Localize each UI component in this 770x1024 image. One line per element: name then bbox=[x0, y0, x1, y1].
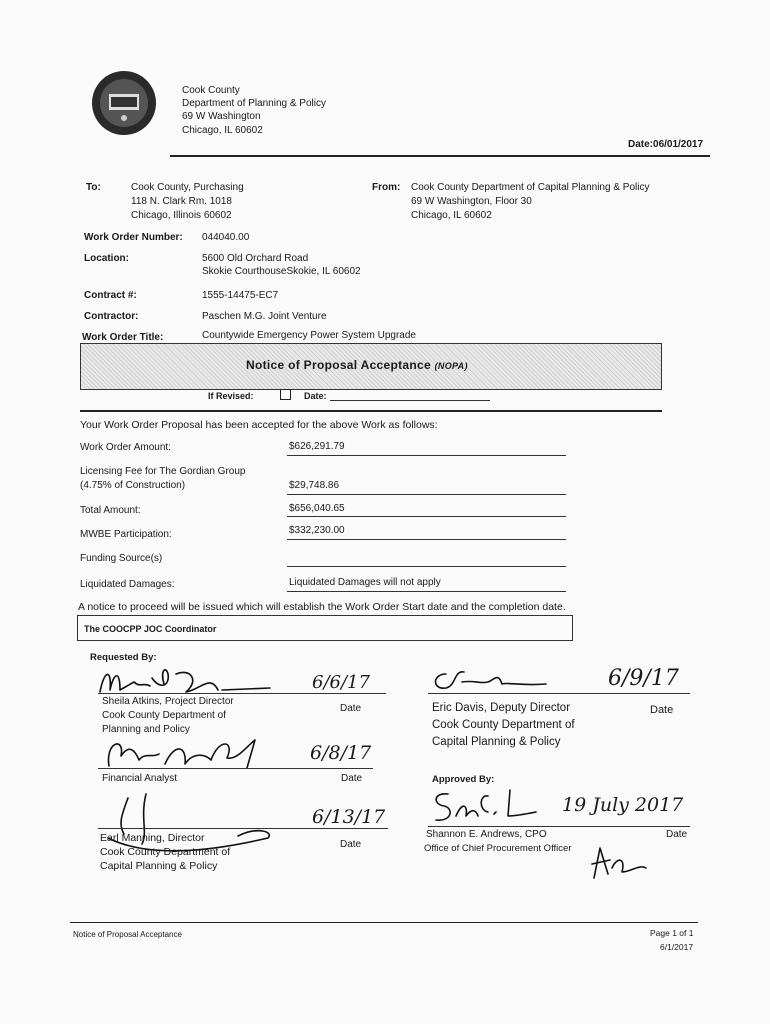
from-line: 69 W Washington, Floor 30 bbox=[411, 196, 532, 207]
amount-label-line2: (4.75% of Construction) bbox=[80, 480, 186, 491]
amount-value: Liquidated Damages will not apply bbox=[289, 577, 441, 588]
from-line: Cook County Department of Capital Planning & Policy bbox=[411, 182, 650, 193]
analyst-title: Financial Analyst bbox=[102, 773, 178, 784]
amount-line bbox=[287, 516, 566, 517]
manning-date-label: Date bbox=[340, 839, 362, 850]
to-line: Chicago, Illinois 60602 bbox=[131, 210, 232, 221]
if-revised-checkbox[interactable] bbox=[280, 389, 291, 400]
contractor-label: Contractor: bbox=[84, 311, 139, 322]
davis-dept-line2: Capital Planning & Policy bbox=[432, 736, 561, 748]
atkins-hand-date: 6/6/17 bbox=[312, 672, 370, 693]
andrews-date-label: Date bbox=[666, 829, 688, 840]
header-divider bbox=[170, 155, 710, 157]
davis-signature bbox=[428, 660, 558, 700]
location-value-line2: Skokie CourthouseSkokie, IL 60602 bbox=[202, 266, 361, 277]
analyst-hand-date: 6/8/17 bbox=[310, 742, 372, 764]
manning-dept-line2: Capital Planning & Policy bbox=[100, 860, 218, 872]
atkins-name: Sheila Atkins, Project Director bbox=[102, 696, 234, 707]
andrews-signature-line bbox=[428, 826, 690, 827]
banner-title: Notice of Proposal Acceptance (NOPA) bbox=[246, 358, 468, 372]
revised-date-line bbox=[330, 400, 490, 401]
amount-value: $332,230.00 bbox=[289, 525, 345, 536]
location-value: 5600 Old Orchard Road bbox=[202, 253, 309, 264]
contract-value: 1555-14475-EC7 bbox=[202, 290, 279, 301]
work-order-number-label: Work Order Number: bbox=[84, 232, 183, 243]
from-label: From: bbox=[372, 182, 401, 193]
initials-mark bbox=[586, 838, 656, 884]
amount-line bbox=[287, 566, 566, 567]
amount-label: MWBE Participation: bbox=[80, 529, 172, 540]
amount-value: $656,040.65 bbox=[289, 503, 345, 514]
coordinator-label: The COOCPP JOC Coordinator bbox=[84, 624, 217, 634]
amount-label: Total Amount: bbox=[80, 505, 141, 516]
amount-value: $626,291.79 bbox=[289, 441, 345, 452]
amount-line bbox=[287, 591, 566, 592]
approved-by-label: Approved By: bbox=[432, 774, 495, 785]
header-org-line: Chicago, IL 60602 bbox=[182, 125, 263, 136]
atkins-dept: Cook County Department of bbox=[102, 710, 226, 721]
davis-dept: Cook County Department of bbox=[432, 719, 575, 731]
andrews-office: Office of Chief Procurement Officer bbox=[424, 843, 572, 854]
amount-line bbox=[287, 455, 566, 456]
manning-signature-line bbox=[98, 828, 388, 829]
amount-label: Licensing Fee for The Gordian Group bbox=[80, 466, 246, 477]
coordinator-box bbox=[77, 615, 573, 641]
header-org-line: 69 W Washington bbox=[182, 111, 261, 122]
to-line: Cook County, Purchasing bbox=[131, 182, 244, 193]
atkins-date-label: Date bbox=[340, 703, 362, 714]
amount-label: Work Order Amount: bbox=[80, 442, 171, 453]
work-order-number-value: 044040.00 bbox=[202, 232, 250, 243]
document-date: Date:06/01/2017 bbox=[628, 139, 704, 150]
to-line: 118 N. Clark Rm. 1018 bbox=[131, 196, 232, 207]
header-org-line: Cook County bbox=[182, 85, 240, 96]
revised-date-label: Date: bbox=[304, 391, 327, 401]
amount-label: Liquidated Damages: bbox=[80, 579, 175, 590]
footer-date: 6/1/2017 bbox=[660, 942, 694, 952]
analyst-signature-line bbox=[98, 768, 373, 769]
atkins-dept-line2: Planning and Policy bbox=[102, 724, 190, 735]
manning-name: Earl Manning, Director bbox=[100, 832, 205, 844]
davis-name: Eric Davis, Deputy Director bbox=[432, 702, 571, 714]
andrews-name: Shannon E. Andrews, CPO bbox=[426, 829, 547, 840]
andrews-signature bbox=[426, 782, 566, 832]
cook-county-seal bbox=[91, 70, 157, 136]
from-line: Chicago, IL 60602 bbox=[411, 210, 492, 221]
header-org-line: Department of Planning & Policy bbox=[182, 98, 326, 109]
footer-page: Page 1 of 1 bbox=[650, 928, 694, 938]
davis-signature-line bbox=[428, 693, 690, 694]
analyst-date-label: Date bbox=[341, 773, 363, 784]
contract-label: Contract #: bbox=[84, 290, 137, 301]
work-order-title-value: Countywide Emergency Power System Upgrade bbox=[202, 330, 416, 341]
section-divider bbox=[80, 410, 662, 412]
requested-by-label: Requested By: bbox=[90, 652, 157, 663]
footer-title: Notice of Proposal Acceptance bbox=[73, 930, 182, 939]
intro-text: Your Work Order Proposal has been accepted for the above Work as follows: bbox=[80, 419, 438, 431]
location-label: Location: bbox=[84, 253, 129, 264]
notice-text: A notice to proceed will be issued which will establish the Work Order Start date and the completion date. bbox=[78, 601, 566, 613]
davis-date-label: Date bbox=[650, 704, 674, 716]
footer-divider bbox=[70, 922, 698, 923]
banner-abbrev: (NOPA) bbox=[434, 361, 468, 371]
amount-value: $29,748.86 bbox=[289, 480, 340, 491]
to-label: To: bbox=[86, 182, 101, 193]
work-order-title-label: Work Order Title: bbox=[82, 332, 164, 343]
manning-dept: Cook County Department of bbox=[100, 846, 231, 858]
nopa-banner bbox=[80, 343, 662, 390]
andrews-hand-date: 19 July 2017 bbox=[562, 794, 684, 816]
amount-label: Funding Source(s) bbox=[80, 553, 163, 564]
davis-hand-date: 6/9/17 bbox=[608, 666, 679, 691]
amount-line bbox=[287, 494, 566, 495]
atkins-signature-line bbox=[98, 693, 386, 694]
manning-hand-date: 6/13/17 bbox=[312, 806, 386, 828]
if-revised-label: If Revised: bbox=[208, 391, 254, 401]
contractor-value: Paschen M.G. Joint Venture bbox=[202, 311, 327, 322]
amount-line bbox=[287, 539, 566, 540]
